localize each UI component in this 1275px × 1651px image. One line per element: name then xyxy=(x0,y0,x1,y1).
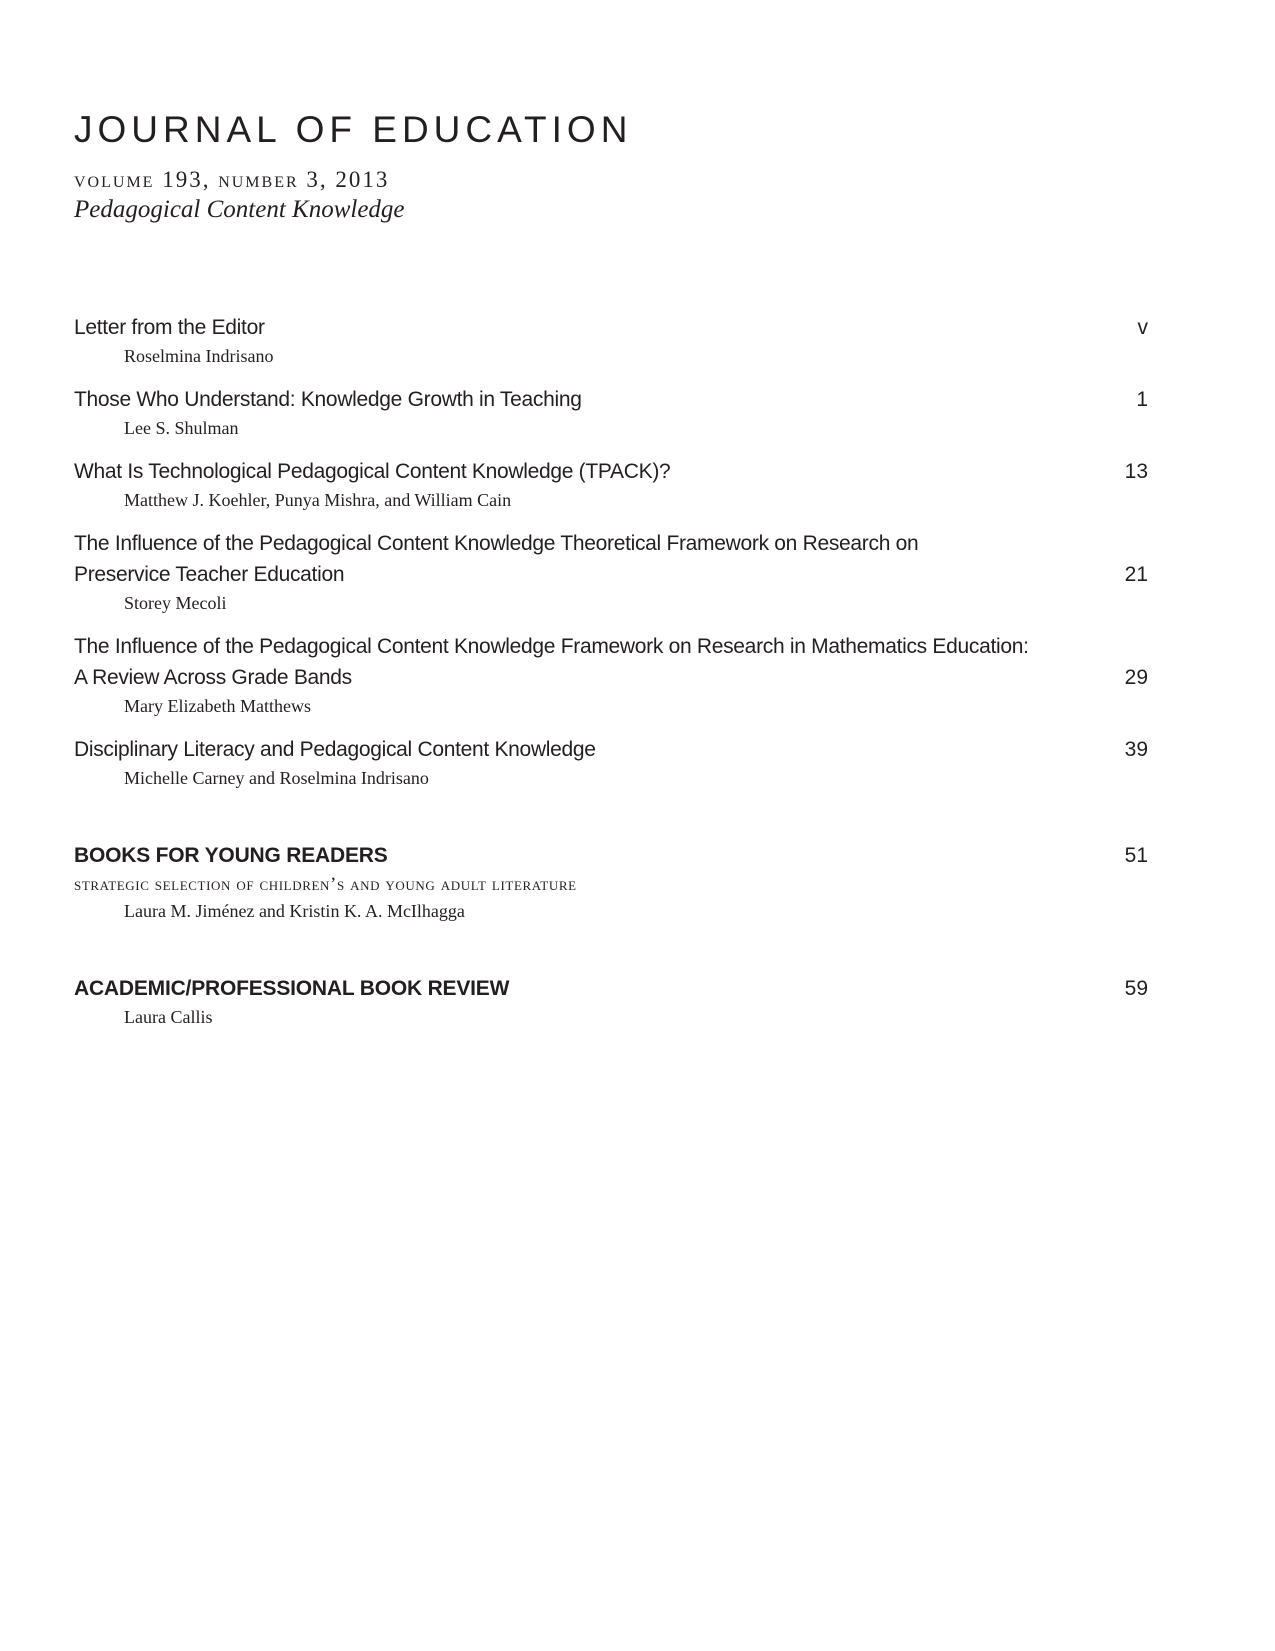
toc-entry-title-line-1: The Influence of the Pedagogical Content Knowledge Framework on Research in Mathematics Education: xyxy=(74,635,1029,658)
toc-entry-title-line-2: A Review Across Grade Bands xyxy=(74,666,352,689)
section-authors: Laura M. Jiménez and Kristin K. A. McIlhagga xyxy=(124,901,465,921)
section-authors: Laura Callis xyxy=(124,1007,213,1027)
toc-entry xyxy=(74,631,1148,720)
toc-entry-page: 1 xyxy=(1136,388,1148,411)
toc-entry xyxy=(74,734,1148,792)
toc-entry-title-line-2: Preservice Teacher Education xyxy=(74,563,345,586)
toc-entry-title: Letter from the Editor xyxy=(74,316,265,339)
toc-entry xyxy=(74,456,1148,514)
toc-entry-authors: Storey Mecoli xyxy=(124,593,227,613)
toc-entry-authors: Matthew J. Koehler, Punya Mishra, and William Cain xyxy=(124,490,512,510)
toc-entry xyxy=(74,312,1148,370)
table-of-contents xyxy=(74,312,1148,1031)
toc-entry-page: 29 xyxy=(1124,666,1148,689)
toc-entry-authors: Roselmina Indrisano xyxy=(124,346,274,366)
toc-entry-title-line-1: The Influence of the Pedagogical Content Knowledge Theoretical Framework on Research on xyxy=(74,532,919,555)
toc-entry-authors: Mary Elizabeth Matthews xyxy=(124,696,311,716)
toc-entry-page: 21 xyxy=(1124,563,1148,586)
volume-line: volume 193, number 3, 2013 xyxy=(74,167,390,192)
toc-entry-title: What Is Technological Pedagogical Content Knowledge (TPACK)? xyxy=(74,460,671,483)
toc-entry xyxy=(74,384,1148,442)
section-book-review xyxy=(74,973,1148,1031)
toc-entry-title: Disciplinary Literacy and Pedagogical Content Knowledge xyxy=(74,738,596,761)
section-heading: BOOKS FOR YOUNG READERS xyxy=(74,844,388,867)
section-page: 51 xyxy=(1124,844,1148,867)
toc-entry-authors: Michelle Carney and Roselmina Indrisano xyxy=(124,768,429,788)
section-heading: ACADEMIC/PROFESSIONAL BOOK REVIEW xyxy=(74,977,510,1000)
toc-entry xyxy=(74,528,1148,617)
section-books-for-young-readers xyxy=(74,840,1148,925)
toc-entry-page: v xyxy=(1137,316,1148,339)
section-subtitle: strategic selection of children’s and young adult literature xyxy=(74,874,577,895)
toc-entry-page: 13 xyxy=(1124,460,1148,483)
section-page: 59 xyxy=(1124,977,1148,1000)
toc-entry-authors: Lee S. Shulman xyxy=(124,418,239,438)
toc-entry-title: Those Who Understand: Knowledge Growth in Teaching xyxy=(74,388,582,411)
toc-entry-page: 39 xyxy=(1124,738,1148,761)
journal-title: JOURNAL OF EDUCATION xyxy=(74,109,633,150)
issue-theme: Pedagogical Content Knowledge xyxy=(74,196,405,223)
